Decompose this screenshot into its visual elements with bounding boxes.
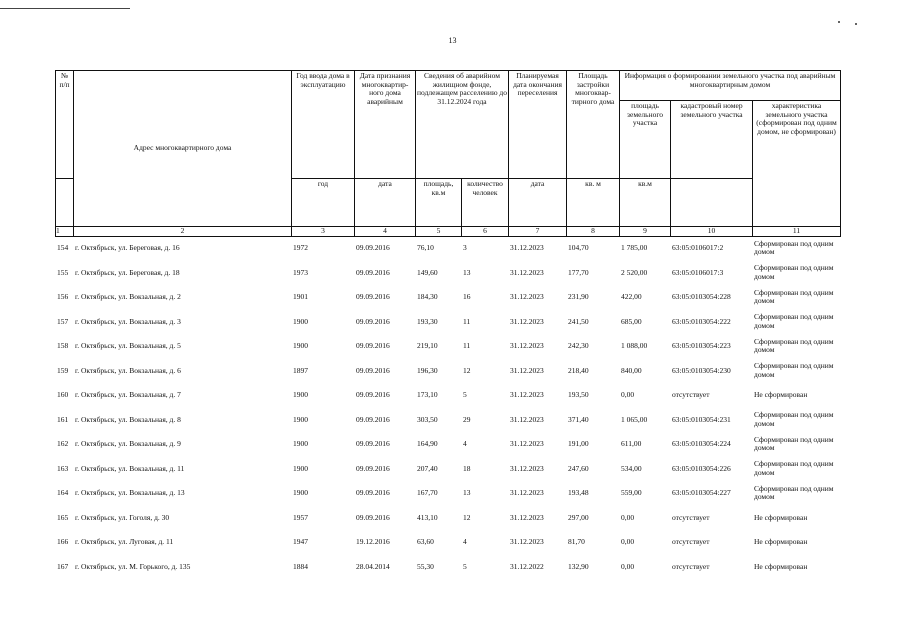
table-row — [55, 555, 840, 580]
row-number: 166 — [57, 537, 69, 547]
row-address: г. Октябрьск, ул. Луговая, д. 11 — [75, 537, 174, 547]
row-area: 63,60 — [417, 537, 434, 547]
header-unit-year: год — [292, 179, 355, 227]
row-planned-date: 31.12.2023 — [510, 267, 544, 277]
row-people: 12 — [463, 365, 471, 375]
table-row — [55, 359, 840, 384]
row-date: 09.09.2016 — [356, 488, 390, 498]
header-unit-people: количество человек — [462, 179, 509, 227]
row-year: 1900 — [293, 414, 308, 424]
row-date: 28.04.2014 — [356, 561, 390, 571]
table-row — [55, 408, 840, 433]
row-people: 5 — [463, 390, 467, 400]
table-row — [55, 432, 840, 457]
row-planned-date: 31.12.2022 — [510, 561, 544, 571]
row-area: 196,30 — [417, 365, 438, 375]
row-planned-date: 31.12.2023 — [510, 243, 544, 253]
row-planned-date: 31.12.2023 — [510, 341, 544, 351]
row-planned-date: 31.12.2023 — [510, 292, 544, 302]
row-address: г. Октябрьск, ул. Вокзальная, д. 13 — [75, 488, 185, 498]
row-people: 4 — [463, 537, 467, 547]
table-row — [55, 310, 840, 335]
col-number: 2 — [74, 227, 292, 237]
row-date: 09.09.2016 — [356, 390, 390, 400]
row-address: г. Октябрьск, ул. Вокзальная, д. 7 — [75, 390, 181, 400]
row-date: 09.09.2016 — [356, 463, 390, 473]
header-land-info: Информация о формировании земельного участка под аварийным многоквартирным домом — [620, 71, 841, 101]
header-unit-sqm2: кв.м — [620, 179, 671, 227]
row-area: 413,10 — [417, 512, 438, 522]
row-address: г. Октябрьск, ул. Гоголя, д. 30 — [75, 512, 170, 522]
row-number: 156 — [57, 292, 69, 302]
row-people: 29 — [463, 414, 471, 424]
row-land-area: 840,00 — [621, 365, 642, 375]
row-number: 158 — [57, 341, 69, 351]
row-cadastral: отсутствует — [672, 512, 710, 522]
row-number: 161 — [57, 414, 69, 424]
table-row — [55, 530, 840, 555]
row-area: 193,30 — [417, 316, 438, 326]
col-number: 1 — [56, 227, 74, 237]
row-address: г. Октябрьск, ул. Вокзальная, д. 2 — [75, 292, 181, 302]
row-area: 173,10 — [417, 390, 438, 400]
row-development-area: 193,50 — [568, 390, 589, 400]
row-people: 11 — [463, 341, 471, 351]
col-number: 10 — [671, 227, 753, 237]
row-cadastral: 63:05:0106017:2 — [672, 243, 724, 253]
table-row — [55, 334, 840, 359]
row-status: Сформирован под одним домом — [754, 312, 834, 330]
row-date: 09.09.2016 — [356, 292, 390, 302]
col-number: 9 — [620, 227, 671, 237]
row-date: 09.09.2016 — [356, 414, 390, 424]
row-number: 163 — [57, 463, 69, 473]
row-status: Сформирован под одним домом — [754, 263, 834, 281]
row-people: 16 — [463, 292, 471, 302]
row-status: Сформирован под одним домом — [754, 459, 834, 477]
col-number: 3 — [292, 227, 355, 237]
row-status: Не сформирован — [754, 561, 808, 571]
scan-speck — [855, 23, 857, 25]
row-number: 157 — [57, 316, 69, 326]
row-address: г. Октябрьск, ул. Вокзальная, д. 11 — [75, 463, 185, 473]
table-row — [55, 261, 840, 286]
header-development-area: Площадь застройки многоквар-тирного дома — [567, 71, 620, 179]
row-people: 4 — [463, 439, 467, 449]
row-area: 76,10 — [417, 243, 434, 253]
row-development-area: 81,70 — [568, 537, 585, 547]
row-people: 5 — [463, 561, 467, 571]
row-planned-date: 31.12.2023 — [510, 365, 544, 375]
row-land-area: 422,00 — [621, 292, 642, 302]
row-date: 09.09.2016 — [356, 341, 390, 351]
row-planned-date: 31.12.2023 — [510, 512, 544, 522]
scan-edge-line — [0, 8, 130, 9]
row-cadastral: 63:05:0106017:3 — [672, 267, 724, 277]
row-land-area: 685,00 — [621, 316, 642, 326]
row-cadastral: отсутствует — [672, 390, 710, 400]
row-area: 167,70 — [417, 488, 438, 498]
row-planned-date: 31.12.2023 — [510, 414, 544, 424]
row-year: 1884 — [293, 561, 308, 571]
row-planned-date: 31.12.2023 — [510, 316, 544, 326]
row-cadastral: 63:05:0103054:222 — [672, 316, 731, 326]
table-row — [55, 383, 840, 408]
row-development-area: 132,90 — [568, 561, 589, 571]
row-planned-date: 31.12.2023 — [510, 537, 544, 547]
row-development-area: 218,40 — [568, 365, 589, 375]
header-unit-date: дата — [355, 179, 416, 227]
row-year: 1900 — [293, 439, 308, 449]
header-unit-date2: дата — [509, 179, 567, 227]
row-area: 303,50 — [417, 414, 438, 424]
row-people: 13 — [463, 488, 471, 498]
row-year: 1947 — [293, 537, 308, 547]
header-land-area: площадь земельного участка — [620, 101, 671, 179]
row-address: г. Октябрьск, ул. Вокзальная, д. 9 — [75, 439, 181, 449]
row-year: 1900 — [293, 463, 308, 473]
row-development-area: 241,50 — [568, 316, 589, 326]
header-land-char: характеристика земельного участка (сформирован под одним домом, не сформирован) — [753, 101, 841, 227]
row-number: 160 — [57, 390, 69, 400]
row-cadastral: 63:05:0103054:231 — [672, 414, 731, 424]
row-land-area: 534,00 — [621, 463, 642, 473]
row-status: Сформирован под одним домом — [754, 336, 834, 355]
header-fund-info: Сведения об аварийном жилищном фонде, подлежащем расселению до 31.12.2024 года — [416, 71, 509, 179]
row-number: 159 — [57, 365, 69, 375]
row-date: 09.09.2016 — [356, 243, 390, 253]
row-status: Сформирован под одним домом — [754, 361, 834, 379]
row-development-area: 193,48 — [568, 488, 589, 498]
row-year: 1957 — [293, 512, 308, 522]
row-number: 167 — [57, 561, 69, 571]
row-status: Сформирован под одним домом — [754, 238, 834, 257]
row-development-area: 231,90 — [568, 292, 589, 302]
row-area: 149,60 — [417, 267, 438, 277]
row-land-area: 0,00 — [621, 390, 635, 400]
row-planned-date: 31.12.2023 — [510, 488, 544, 498]
row-year: 1900 — [293, 316, 308, 326]
row-planned-date: 31.12.2023 — [510, 390, 544, 400]
row-cadastral: 63:05:0103054:228 — [672, 292, 731, 302]
row-address: г. Октябрьск, ул. Береговая, д. 16 — [75, 243, 180, 253]
row-address: г. Октябрьск, ул. Вокзальная, д. 6 — [75, 365, 181, 375]
row-year: 1897 — [293, 365, 308, 375]
row-cadastral: 63:05:0103054:230 — [672, 365, 731, 375]
row-year: 1973 — [293, 267, 308, 277]
header-unit-area: площадь, кв.м — [416, 179, 462, 227]
header-unit-sqm: кв. м — [567, 179, 620, 227]
row-land-area: 1 065,00 — [621, 414, 648, 424]
row-area: 164,90 — [417, 439, 438, 449]
header-year: Год ввода дома в эксплуатацию — [292, 71, 355, 179]
table-row — [55, 457, 840, 482]
row-date: 09.09.2016 — [356, 316, 390, 326]
row-area: 219,10 — [417, 341, 438, 351]
row-land-area: 0,00 — [621, 537, 635, 547]
row-land-area: 611,00 — [621, 439, 642, 449]
table-row — [55, 481, 840, 506]
row-land-area: 0,00 — [621, 561, 635, 571]
scan-speck — [838, 21, 840, 23]
row-development-area: 297,00 — [568, 512, 589, 522]
row-development-area: 104,70 — [568, 243, 589, 253]
data-table — [55, 236, 840, 579]
row-development-area: 247,60 — [568, 463, 589, 473]
row-number: 155 — [57, 267, 69, 277]
row-people: 18 — [463, 463, 471, 473]
row-status: Сформирован под одним домом — [754, 410, 834, 428]
row-development-area: 191,00 — [568, 439, 589, 449]
row-status: Не сформирован — [754, 537, 808, 546]
row-planned-date: 31.12.2023 — [510, 439, 544, 449]
row-date: 09.09.2016 — [356, 267, 390, 277]
header-unit-blank — [671, 179, 753, 227]
row-address: г. Октябрьск, ул. М. Горького, д. 135 — [75, 561, 191, 571]
row-year: 1972 — [293, 243, 308, 253]
row-cadastral: 63:05:0103054:223 — [672, 341, 731, 351]
header-num: № п/п — [56, 71, 74, 179]
col-number: 5 — [416, 227, 462, 237]
row-cadastral: 63:05:0103054:226 — [672, 463, 731, 473]
row-land-area: 2 520,00 — [621, 267, 648, 277]
col-number: 11 — [753, 227, 841, 237]
row-development-area: 242,30 — [568, 341, 589, 351]
table-header — [55, 70, 841, 237]
header-address: Адрес многоквартирного дома — [74, 71, 292, 227]
table-row — [55, 285, 840, 310]
row-people: 3 — [463, 243, 467, 253]
row-status: Сформирован под одним домом — [754, 434, 834, 453]
row-development-area: 371,40 — [568, 414, 589, 424]
row-date: 19.12.2016 — [356, 537, 390, 547]
row-status: Не сформирован — [754, 390, 808, 399]
row-year: 1900 — [293, 488, 308, 498]
row-area: 184,30 — [417, 292, 438, 302]
row-number: 165 — [57, 512, 69, 522]
row-land-area: 559,00 — [621, 488, 642, 498]
table-row — [55, 506, 840, 531]
table-row — [55, 236, 840, 261]
row-people: 12 — [463, 512, 471, 522]
row-area: 207,40 — [417, 463, 438, 473]
col-number: 4 — [355, 227, 416, 237]
row-address: г. Октябрьск, ул. Вокзальная, д. 3 — [75, 316, 181, 326]
row-status: Сформирован под одним домом — [754, 287, 834, 306]
row-cadastral: 63:05:0103054:224 — [672, 439, 731, 449]
row-date: 09.09.2016 — [356, 439, 390, 449]
row-cadastral: 63:05:0103054:227 — [672, 488, 731, 498]
col-number: 8 — [567, 227, 620, 237]
row-development-area: 177,70 — [568, 267, 589, 277]
row-area: 55,30 — [417, 561, 434, 571]
row-year: 1900 — [293, 341, 308, 351]
row-land-area: 1 785,00 — [621, 243, 648, 253]
row-date: 09.09.2016 — [356, 365, 390, 375]
row-year: 1900 — [293, 390, 308, 400]
row-year: 1901 — [293, 292, 308, 302]
row-planned-date: 31.12.2023 — [510, 463, 544, 473]
row-address: г. Октябрьск, ул. Вокзальная, д. 5 — [75, 341, 181, 351]
header-num-unit — [56, 179, 74, 227]
col-number: 6 — [462, 227, 509, 237]
row-status: Не сформирован — [754, 512, 808, 522]
row-people: 13 — [463, 267, 471, 277]
row-status: Сформирован под одним домом — [754, 483, 834, 502]
row-address: г. Октябрьск, ул. Береговая, д. 18 — [75, 267, 180, 277]
row-number: 164 — [57, 488, 69, 498]
row-address: г. Октябрьск, ул. Вокзальная, д. 8 — [75, 414, 181, 424]
header-cadastral: кадастровый номер земельного участка — [671, 101, 753, 179]
row-land-area: 1 088,00 — [621, 341, 648, 351]
header-planned-date: Планируемая дата окончания переселения — [509, 71, 567, 179]
page-number: 13 — [448, 36, 457, 45]
col-number: 7 — [509, 227, 567, 237]
row-number: 154 — [57, 243, 69, 253]
row-cadastral: отсутствует — [672, 537, 710, 547]
row-people: 11 — [463, 316, 471, 326]
row-land-area: 0,00 — [621, 512, 635, 522]
row-date: 09.09.2016 — [356, 512, 390, 522]
header-date-emergency: Дата признания многоквартир-ного дома аварийным — [355, 71, 416, 179]
row-cadastral: отсутствует — [672, 561, 710, 571]
row-number: 162 — [57, 439, 69, 449]
